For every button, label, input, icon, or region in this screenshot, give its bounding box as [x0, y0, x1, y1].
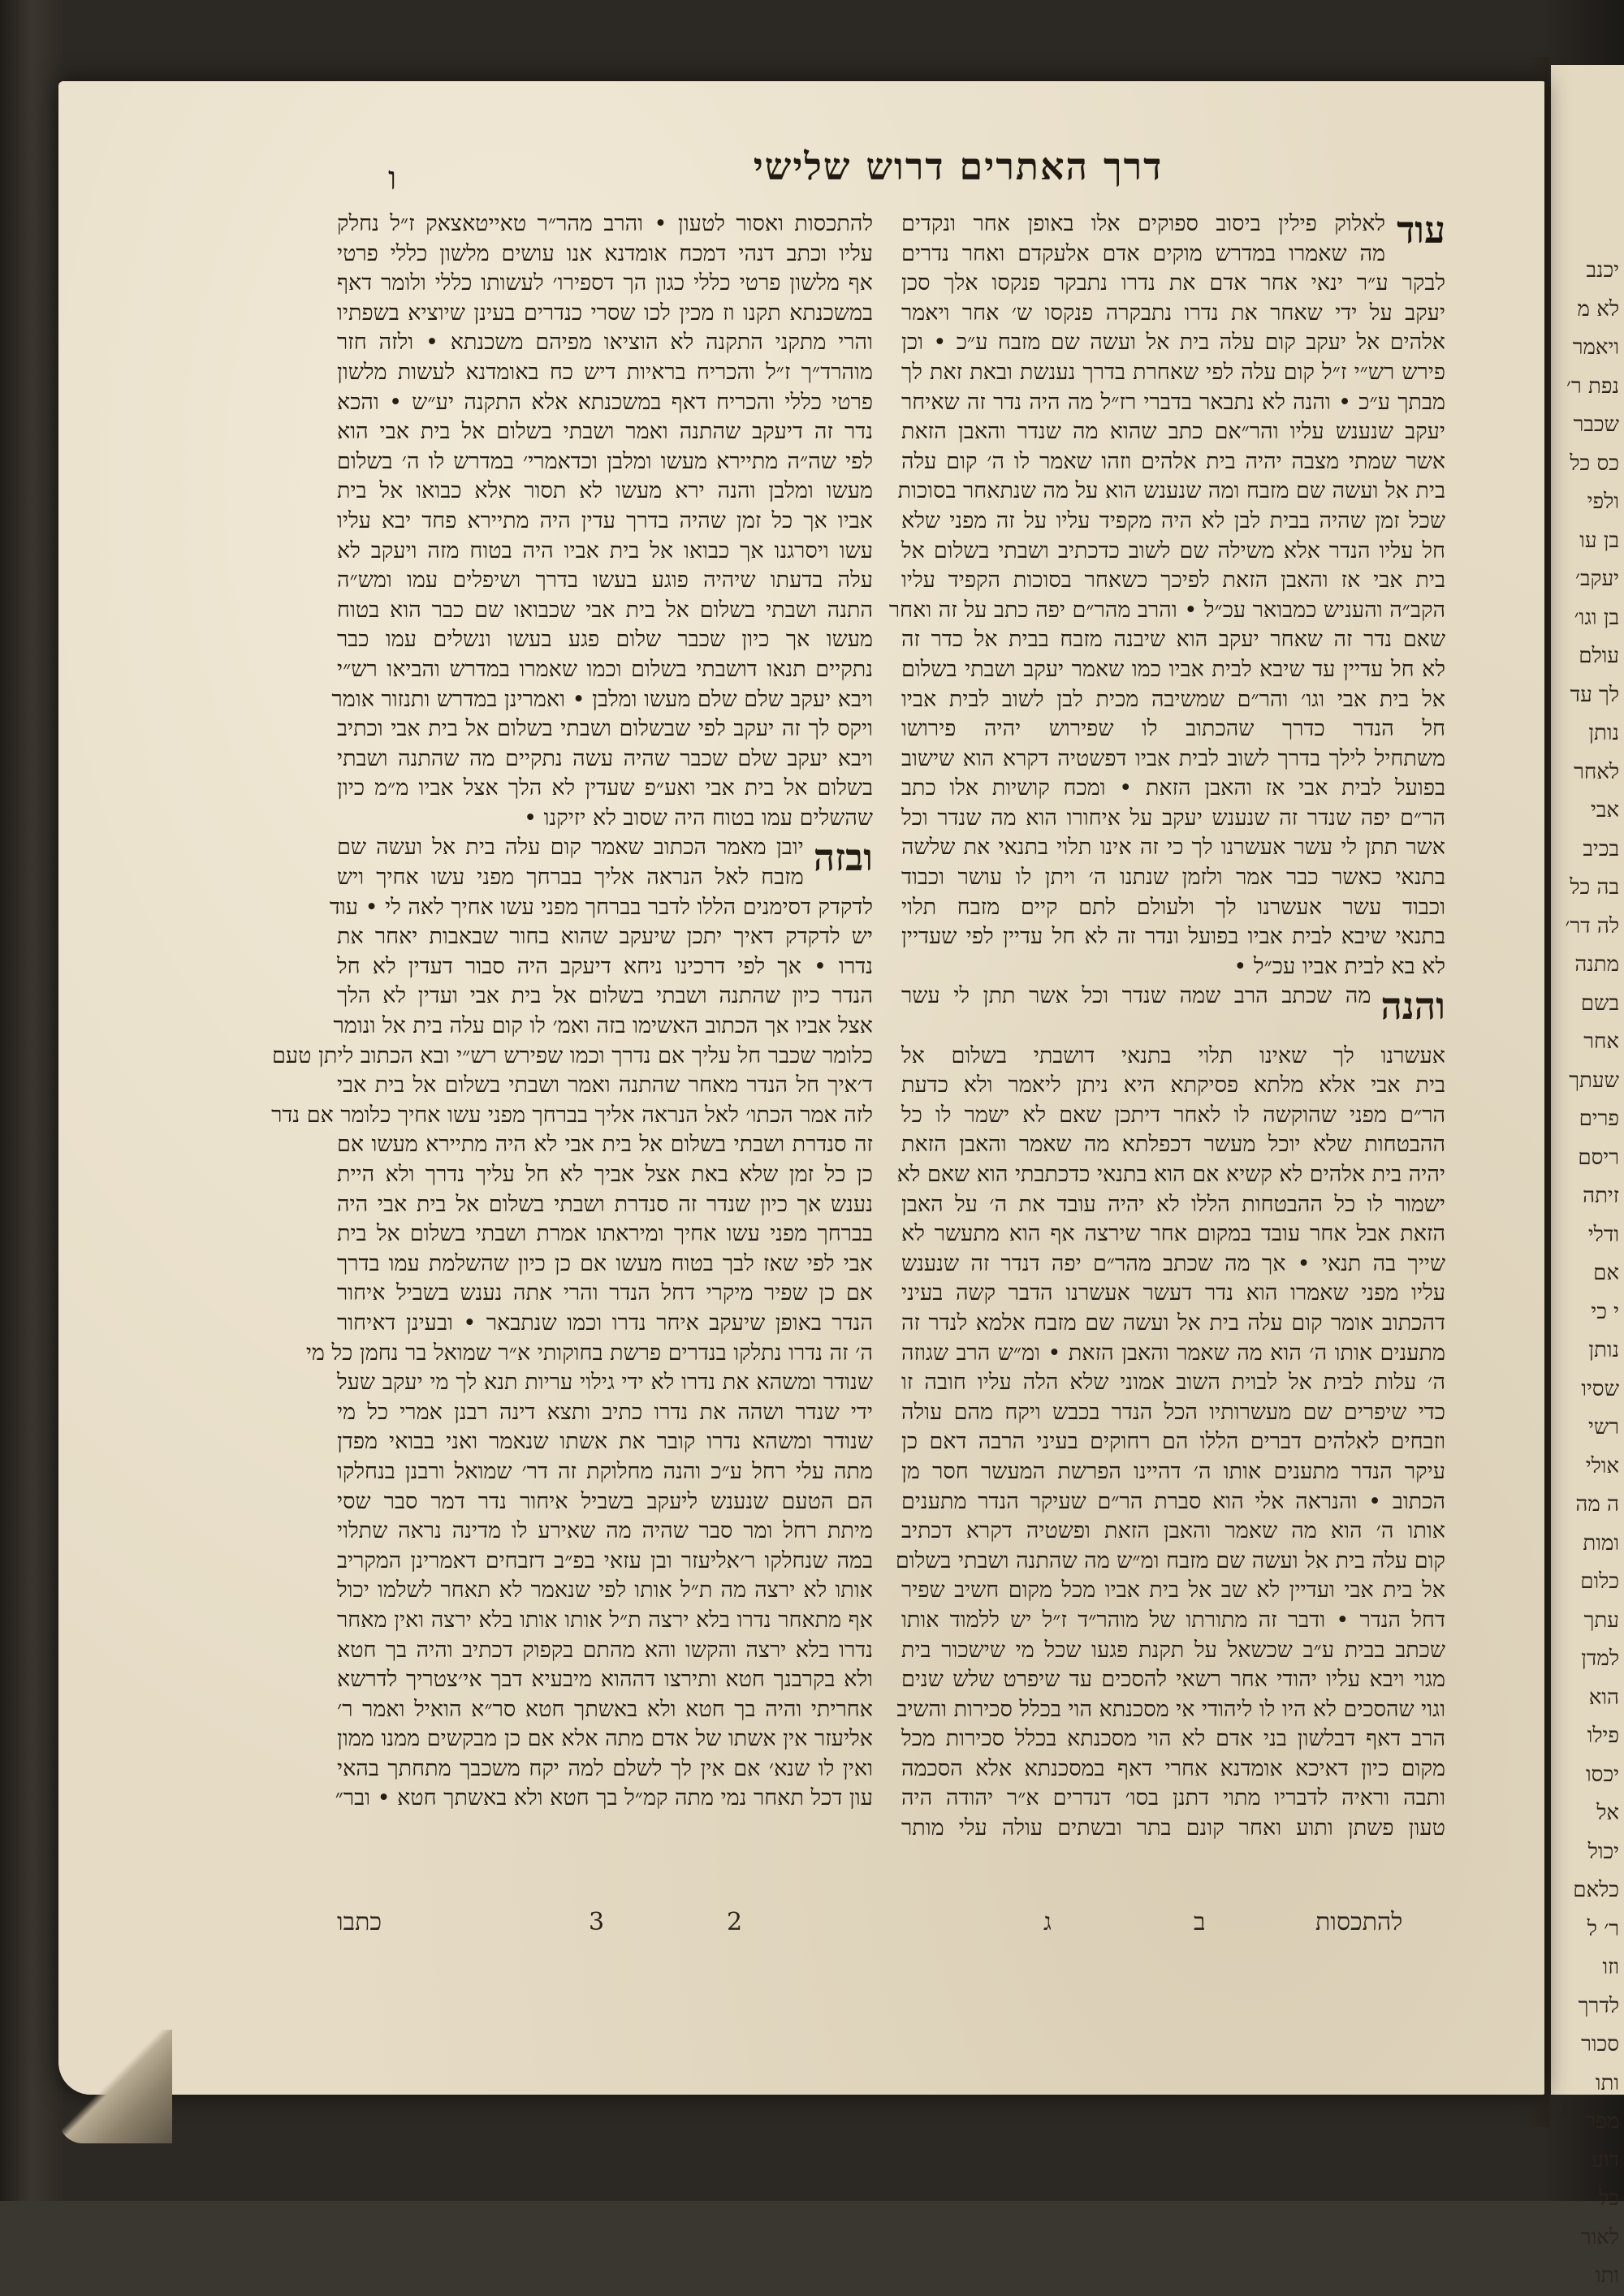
facing-page-line: נפת ר׳ [1566, 373, 1619, 399]
text-line: בתנאי שיבא לבית אביו בפועל ונדר זה לא חל עדיין לפי שעדיין [901, 924, 1445, 950]
text-line: נדר זה דיעקב שהתנה ואמר ושבתי בשלום אל בית אבי הוא [337, 419, 873, 445]
facing-page-line: כלום [1580, 1569, 1619, 1594]
lead-word-od: עוד [1397, 208, 1445, 252]
facing-page-line: לה דר׳ [1565, 913, 1619, 939]
text-line: הם הטעם שנענש ליעקב בשביל איחור נדר דמר סבר שסי [337, 1488, 873, 1514]
facing-page-line: יעקב׳ [1575, 567, 1619, 591]
text-line: אותו ה׳ הוא מה שאמר והאבן הזאת ופשטיה דקרא דכתיב [901, 1518, 1445, 1544]
signature-mark-g: ג [1043, 1908, 1052, 1936]
text-line: בפועל לבית אבי אז והאבן הזאת • ומכח קושיות אלו כתב [901, 775, 1445, 801]
page-mark: ו [388, 160, 397, 197]
text-line: מוהרד״ך ז״ל והכריח בראיות דיש כח באומדנא לעשות מלשון [337, 359, 873, 385]
left-block-2-lines [271, 893, 873, 1814]
text-line: לבקר ע״ר ינאי אחר אדם את נדרו נתבקר פנקסו אלך סכן [901, 270, 1445, 296]
right-column-lines [888, 240, 1446, 982]
facing-page-line: למדן [1581, 1646, 1619, 1671]
text-line: דהכתוב אומר קום עלה בית אל ועשה שם מזבח אלמא לנדר זה [901, 1310, 1445, 1336]
text-line: בית אל ועשה שם מזבח ומה שנענש הוא על מה שנתאחר בסוכות [897, 478, 1445, 504]
text-line: עליו וכתב דנהי דמכח אומדנא אנו עושים מלשון כללי פרטי [337, 240, 873, 266]
text-line: נתקיים תנאו דושבתי בשלום וכמו שאמרו במדרש והביאו רש״י [337, 656, 873, 682]
text-line: אעשרנו לך שאינו תלוי בתנאי דושבתי בשלום אל [901, 1042, 1445, 1068]
facing-page-line: ותו [1595, 2070, 1619, 2095]
text-line: יעקב שנענש עליו והר״אם כתב שהוא מה שנדר והאבן הזאת [901, 419, 1445, 445]
text-line: מגוי ויבא עליו יהודי אחר רשאי להסכים עד שיפרט שלש שנים [901, 1667, 1445, 1693]
text-line: אם כן שפיר מיקרי דחל הנדר והרי אתה נענש בשביל איחור [337, 1280, 873, 1306]
text-line: כדי שיפרים שם מעשרותיו הכל הנדר בכבש ויקח מהם עולה [901, 1399, 1445, 1425]
text-line: אל בית אבי ועדיין לא שב אל בית אביו מכל מקום חשיב שפיר [901, 1577, 1445, 1603]
text-line: ואין לו שנא׳ אם אין לך לשלם למה יקח משכבך מתחתך בהאי [337, 1755, 873, 1781]
text-line: להתכסות ואסור לטעון • והרב מהר״ר טאייטאצאק ז״ל נחלק [337, 211, 873, 236]
text-line: דחל הנדר • ודבר זה מתורתו של מוהר״ד ז״ל יש ללמוד אותו [901, 1607, 1445, 1633]
facing-page-line: כלאם [1573, 1878, 1619, 1902]
text-line: מעשו אך כיון שכבר שלום פגע בעשו ונשלים עמו כבר [337, 627, 873, 653]
text-line: ויבא יעקב שלם שלם מעשו ומלבן • ואמרינן במדרש ותנזור אומר [331, 686, 873, 712]
text-line: חל עליו הנדר אלא משילה שם לשוב כדכתיב ושבתי בשלום אל [901, 537, 1445, 563]
text-line: ה׳ זה נדרו נתלקו בנדרים פרשת בחוקותי א״ר שמואל בר נחמן כל מי [305, 1340, 873, 1366]
text-line: משתחיל לילך בדרך לשוב לבית אביו דפשטיה דקרא הוא שישוב [901, 745, 1446, 771]
facing-page-line: שכבר [1573, 412, 1619, 437]
text-line: אליעזר אין אשתו של אדם מתה אלא אם כן מבקשים ממנו ממון [337, 1726, 873, 1752]
signature-mark-b: ב [1194, 1908, 1206, 1936]
text-line: הזאת אבל אחר עובד במקום אחר שירצה אף הוא מתעשר לא [901, 1221, 1445, 1247]
facing-page-line: ר׳ ל [1587, 1916, 1619, 1941]
text-line: לזה אמר הכתו׳ לאל הנראה אליך בברחך מפני עשו אחיך כלומר אם נדר [271, 1102, 873, 1128]
facing-page-line: כס כל [1570, 451, 1619, 476]
facing-page-line: נותן [1588, 721, 1619, 745]
text-line: יעקב על ידי שאחר את נדרו נתבקרה פנקסו ש׳ אחר ויאמר [901, 300, 1445, 326]
text-line: אחריתי והיה בך חטא ולא באשתך חטא סר״א הואיל ואמר ר׳ [337, 1696, 873, 1722]
facing-page-line: וזו [1602, 1955, 1619, 1979]
facing-page-line: מתנה [1574, 952, 1619, 977]
text-line: אביו אך כל זמן שהיה בדרך עדין היה מתיירא פחד יבא עליו [337, 507, 873, 533]
text-line: שנודר ומשהא נדרו קובר את אשתו שנאמר ואני בבואי מפדן [337, 1429, 873, 1455]
text-line: חל הנדר כדרך שהכתוב לו שפירוש יהיה פירושו [901, 716, 1445, 742]
text-line: שאם נדר זה שאחר יעקב הוא שיבנה מזבח בבית אל כדר זה [901, 627, 1445, 653]
text-line: אשר שמתי מצבה יהיה בית אלהים וזהו שאמר לו ה׳ קום עלה [901, 448, 1445, 474]
text-line: לפי שה״ה מתיירא מעשו ומלבן וכדאמרי׳ במדרש לו ה׳ בשלום [337, 448, 873, 474]
facing-page-line: פילו [1587, 1724, 1619, 1748]
text-line: ויבא יעקב שלם שכבר שהיה עשה נתקיים מה שהתנה ושבתי [337, 745, 873, 771]
facing-page-line: ותו [1595, 2264, 1619, 2288]
text-line: מעשו ומלבן והנה ירא מעשו לא תסור אלא כבואו אל בית [337, 478, 873, 504]
text-line: נדרו בלא ירצה והקשו והא מהתם בקפוק דכתיב והיה בך חטא [337, 1637, 873, 1663]
text-line: מתה עלי רחל ע״כ והנה מחלוקת זה דר׳ שמואל ורבנן בנחלקו [337, 1458, 873, 1484]
facing-page-line: בכיב [1583, 836, 1619, 861]
facing-page-line: לאור [1580, 2225, 1619, 2250]
footer-number-2: 2 [727, 1908, 743, 1936]
text-line: עיקר הנדר מתענים אותו ה׳ דהיינו הפרשת המעשר חסר מן [901, 1458, 1445, 1484]
facing-page-line: לאחר [1574, 759, 1619, 784]
right-column-first-line [901, 208, 1445, 252]
text-line: הקב״ה והעניש כמבואר עכ״ל • והרב מהר״ם יפה כתב על זה ואחר [888, 597, 1445, 623]
facing-page-line: בשם [1580, 990, 1619, 1016]
facing-page-line: מפר [1585, 2109, 1619, 2134]
facing-page-line: ה מה [1575, 1492, 1619, 1517]
facing-page-line: אבי [1591, 798, 1619, 822]
facing-page-line: פרים [1579, 1107, 1619, 1131]
text-line: בית אבי אז והאבן הזאת לפיכך כשאחר בסוכות הקפיד עליו [901, 568, 1445, 593]
text-line: לדקדק דסימנים הללו לדבר בברחך מפני עשו אחיך לאה לי • עוד [329, 894, 873, 920]
left-column [271, 209, 873, 1814]
text-line: ויקס לך זה יעקב לפי שבשלום ושבתי בשלום אל בית אבי וכתיב [337, 716, 873, 742]
footer-number-3: 3 [589, 1908, 605, 1936]
text-line: לאלוק פילין ביסוב ספוקים אלו באופן אחר ונקדים [901, 211, 1386, 236]
text-line: שכתב בבית ע״ב שכשאל על תקנת פגעו שכל מי שישכור בית [901, 1637, 1445, 1663]
right-block-2-head [901, 982, 1445, 1041]
text-line: כלומר שכבר חל עליך אם נדרך וכמו שפירש רש״י ובא הכתוב ליתן טעם [272, 1042, 873, 1068]
text-line: אלהים אל יעקב קום עלה בית אל ועשה שם מזבח ע״כ • וכן [901, 330, 1445, 356]
facing-page-line: דוע [1592, 2147, 1619, 2173]
text-line: ידי שנדר ושהה את נדרו כתיב ותצא דינה רבנן אמרי כל מי [337, 1399, 873, 1425]
text-line: ישמור לו כל ההבטחות הללו לא יהיה עובד את ה׳ על האבן [901, 1191, 1445, 1217]
facing-page-line: אם [1593, 1261, 1619, 1285]
facing-page-line: לדרך [1578, 1993, 1619, 2018]
text-line: טעון פשתן ותוע ואחר קונם בתר ובשתים עולה עלי מותר [901, 1815, 1445, 1841]
catchword-right: להתכסות [1315, 1908, 1403, 1936]
text-line: התנה ושבתי בשלום אל בית אבי שכבואו שם כבר הוא בטוח [337, 597, 873, 623]
facing-page-line: לא מ [1577, 296, 1619, 322]
text-line: אבי לפי שאז לבך בטוח מעשו אם כן כיון שהשלמת עמו בדרך [337, 1250, 873, 1276]
facing-page-line: לך עד [1570, 682, 1619, 707]
text-line: עון דכל תאחר נמי מתה קמ״ל בך חטא ולא באשתך חטא • ובר״ [335, 1785, 873, 1811]
facing-page-line: בן וגו׳ [1574, 605, 1619, 630]
text-line: ההבטחות שלא יוכל מעשר דכפלתא מה שאמר והאבן הזאת [901, 1132, 1445, 1158]
text-line: מזבח לאל הנראה אליך בברחך מפני עשו אחיך ויש [337, 865, 804, 891]
text-line: עלה בדעתו שיהיה פוגע בעשו בדרך ושיפלים עמו ומש״ה [337, 568, 873, 593]
lead-word-vehine: והנה [1380, 984, 1445, 1029]
facing-page-line: ודלי [1587, 1222, 1619, 1247]
text-line: יהיה בית אלהים לא קשיא אם הוא בתנאי כדכתבתי הוא שאם לא [896, 1162, 1445, 1187]
text-line: הנדר באופן שיעקב איחר נדרו וכמו שנתבאר • ובעינן דאיחור [337, 1310, 873, 1336]
text-line: לא בא לבית אביו עכ״ל • [1233, 953, 1445, 979]
right-column [888, 208, 1446, 1844]
facing-page-line: אל [1596, 1801, 1619, 1825]
facing-page-line: עולם [1579, 644, 1619, 668]
facing-page-line: עתך [1583, 1608, 1619, 1633]
text-line: אותו לא ירצה מה ת״ל אותו לפי שנאמר לא תאחר לשלמו יכול [337, 1577, 873, 1603]
text-line: ולא בקרבנך חטא ותירצו דההוא מיבעיא דבך אי׳צטריך לדרשא [337, 1667, 873, 1693]
text-line: הר״ם יפה שנדר זה שנענש יעקב על איחורו הוא מה שנדר וכל [901, 805, 1445, 831]
text-line: הר״ם מפני שהוקשה לו לאחר דיתכן שאם לא ישמר לו כל [901, 1102, 1445, 1128]
facing-page-line: ריסם [1578, 1145, 1619, 1170]
text-line: מה שאמרו במדרש מוקים אדם אלעקדם ואחר נדרים [901, 240, 1386, 266]
text-line: הרב דאף דבלשון בני אדם לא הוי מסכנתא בכלל סכירות מכל [901, 1726, 1445, 1752]
text-line: ותבה וראיה לדבריו מתוי דתנן בסו׳ דנדרים א״ר יהודה היה [901, 1785, 1445, 1811]
text-line: שנודר ומשהא את נדרו לא ידי גילוי עריות תנא לך מי יעקב שעל [337, 1370, 873, 1396]
facing-page-text [1551, 252, 1624, 2296]
text-line: מה שכתב הרב שמה שנדר וכל אשר תתן לי עשר [901, 983, 1371, 1009]
text-line: שייך בה תנאי • אך מה שכתב מהר״ם יפה דנדר זה שנענש [901, 1250, 1445, 1276]
text-line: אל בית אבי וגו׳ והר״ם שמשיבה מכית לבן לשוב לבית אביו [901, 686, 1445, 712]
text-line: כן כל זמן שלא באת אצל אביך לא חל עליך נדרך ולא היית [337, 1162, 873, 1187]
text-line: עשו ויסרגנו אך כבואו אל בית אביו היה בטוח מזה ויעקב לא [337, 537, 873, 563]
left-block-2-head [337, 833, 873, 892]
text-line: אצל אביו אך הכתוב האשימו בזה ואמ׳ לו קום עלה בית אל ונומר [333, 1013, 873, 1039]
facing-page-line: ויאמר [1572, 335, 1619, 360]
lead-word-ubaze: ובזה [813, 835, 873, 880]
text-line: הנדר כיון שהתנה ושבתי בשלום אל בית אבי ועדין לא הלך [337, 983, 873, 1009]
text-line: במשכנתא תקנו וז מכין לכו שסרי כנדרים בעינן שיוציא בשפתיו [337, 300, 873, 326]
facing-page-line: זיתה [1583, 1184, 1619, 1208]
text-line: בברחך מפני עשו אחיך ומיראתו אמרת ושבתי בשלום אל בית [337, 1221, 873, 1247]
text-line: יובן מאמר הכתוב שאמר קום עלה בית אל ועשה שם [337, 835, 804, 861]
facing-page-line: ולפי [1587, 490, 1619, 514]
text-line: והרי מתקני התקנה לא הוציאו מפיהם משכנתא • ולזה חזר [337, 330, 873, 356]
text-line: נדרו • אך לפי דרכינו ניחא דיעקב היה סבור דעדין לא חל [337, 953, 873, 979]
text-line: פירש רש״י ז״ל קום עלה לפי שאחרת בדרך נענשת ובאת זאת לך [901, 359, 1445, 385]
text-line: עליו מפני שאמרו הוא נדר דעשר אעשרנו הדבר קשה בעיני [901, 1280, 1445, 1306]
facing-page-line: יכסו [1586, 1762, 1619, 1787]
facing-page-line: כל [1599, 2186, 1619, 2211]
text-line: וכבוד עשר אעשרנו לך ולעולם לתם קיים מזבח תלוי [901, 894, 1445, 920]
text-line: מבתך ע״כ • והנה לא נתבאר בדברי רז״ל מה היה נדר זה שאיחר [901, 389, 1445, 415]
text-line: במה שנחלקו ר׳אליעזר ובן עזאי בפ״ב דזבחים דאמרינן המקריב [337, 1547, 873, 1573]
text-line: קום עלה בית אל ועשה שם מזבח ומ״ש מה שהתנה ושבתי בשלום [895, 1547, 1445, 1573]
text-line: וגוי שהסכים לא היו לו ליהודי אי מסכנתא הוי בכלל סכירות והשיב [896, 1696, 1445, 1722]
page-footer [337, 1908, 1445, 1940]
facing-page-line: י כי [1591, 1299, 1619, 1324]
text-line: נענש אך כיון שנדר זה סנדרת ושבתי בשלום אל בית אבי היה [337, 1191, 873, 1217]
text-line: מקום כיון דאיכא אומדנא אחרי דאף במסכנתא אלא הסכמה [901, 1755, 1445, 1781]
left-column-lines [331, 209, 873, 833]
text-line: ה׳ עלות לבית אל לבוית השוב אמוני שלא הלה עליו חובה זו [901, 1370, 1445, 1396]
text-line: וזבחים לאלהים דברים הללו הם רחוקים בעיני הרבה דאם כן [901, 1429, 1445, 1455]
text-line: שהשלים עמו בטוח היה שסוב לא יזיקנו • [524, 805, 873, 831]
text-line: זה סנדרת ושבתי בשלום אל בית אבי לא היה מתיירא מעשו אם [337, 1132, 873, 1158]
text-line: ד׳איך חל הנדר מאחר שהתנה ואמר ושבתי בשלום אל בית אבי [337, 1072, 873, 1098]
text-line: אף מלשון פרטי כללי כגון הך דספירו׳ לעשותו כללי ולומר דאף [337, 270, 873, 296]
text-line: בית אבי אלא מלתא פסיקתא היא ניתן ליאמר ולא כדעת [901, 1072, 1445, 1098]
facing-page-line: סכור [1581, 2032, 1619, 2056]
facing-page-line: נותן [1588, 1338, 1619, 1362]
facing-page-line: בן עו [1579, 528, 1619, 553]
text-line: מיתת רחל ומר סבר שהיה מה שאירע לו מדינה נראה שתלוי [337, 1518, 873, 1544]
facing-page-line: שסיו [1581, 1376, 1619, 1401]
text-line: אשר תתן לי עשר אעשרנו לך כי זה אינו תלוי בתנאי את שלשה [901, 835, 1445, 861]
facing-page-line: ומות [1583, 1530, 1619, 1556]
left-block-2-first-lines [337, 833, 804, 892]
text-line: יש לדקדק דאיך יתכן שיעקב שהוא בחור שבאבות יאחר את [337, 924, 873, 950]
facing-page-line: אולי [1585, 1453, 1619, 1478]
facing-page-line: שעתך [1569, 1068, 1619, 1093]
text-line: שכל זמן שהיה בבית לבן לא היה מקפיד עליו על זה מפני שלא [901, 507, 1445, 533]
text-line: פרטי כללי והכריח דאף במשכנתא אלא התקנה יע״ש • והכא [337, 389, 873, 415]
facing-page-line: בה כל [1570, 875, 1619, 900]
running-head: דרך האתרים דרוש שלישי [753, 145, 1164, 188]
text-line: הכתוב • והנראה אלי הוא סברת הר״ם שעיקר הנדר מתענים [901, 1488, 1445, 1514]
text-line: בשלום אל בית אבי ואע״פ שעדין לא הלך אצל אביו מ״מ כיון [337, 775, 873, 801]
facing-page-line: הוא [1588, 1685, 1619, 1710]
right-block-2-lines [895, 1042, 1445, 1844]
text-line: אף מתאחר נדרו בלא ירצה ת״ל אותו אותו בלא ירצה ואין מאחר [337, 1607, 873, 1633]
text-line: מתענים אותו ה׳ הוא מה שאמר והאבן הזאת • ומ״ש הרב שגוזה [901, 1340, 1445, 1366]
facing-page-line: אחר [1583, 1029, 1619, 1054]
facing-page-line: רשי [1588, 1415, 1619, 1439]
text-line: בתנאי כאשר כבר אמר ולזמן שנתנו ה׳ ויתן לו עושר וכבוד [901, 865, 1445, 891]
facing-page-line: יכול [1587, 1839, 1619, 1864]
catchword-left: כתבו [337, 1908, 382, 1936]
facing-page-line: יכנב [1586, 258, 1619, 283]
page-corner-curl [58, 2030, 172, 2143]
facing-page-edge [1551, 65, 1624, 2288]
text-line: לא חל עדיין עד שיבא לבית אביו כמו שאמר יעקב ושבתי בשלום [901, 656, 1445, 682]
